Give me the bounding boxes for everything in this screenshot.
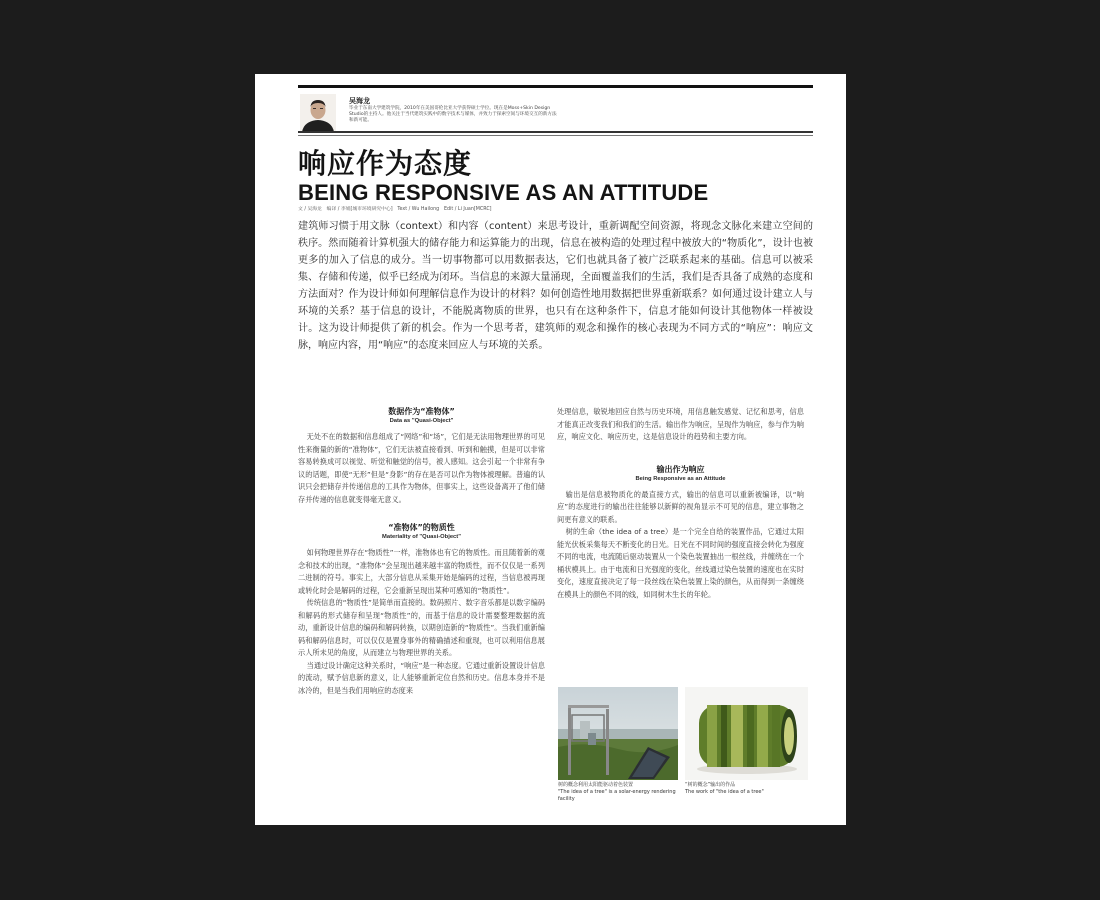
photo-caption-right <box>685 782 810 796</box>
caption-en: "The idea of a tree" is a solar-energy rendering facility <box>558 789 676 802</box>
body-paragraph: 传统信息的“物质性”是简单而直接的。数码照片、数字音乐都是以数字编码和解码的形式储存和呈现“物质性”的，而基于信息的设计需要整理数据的流动，重新设计信息的编码和解码转换，以期创造新的“物质性”。当我们重新编码和解码信息时，可以仅仅是置身事外的精确描述和重现，也可以利用信息展示人所未见的角度，从而建立与物理世界的关系。 <box>298 598 545 657</box>
section-heading-cn: 数据作为“准物体” <box>388 407 455 416</box>
article-credits: 文 / 吴海龙 编译 / 李娟[城市环境研究中心] Text / Wu Hailong Edit / Li Juan[MCRC] <box>298 207 492 212</box>
caption-cn: “树的概念”输出的作品 <box>685 782 736 788</box>
caption-en: The work of "the idea of a tree" <box>685 789 764 795</box>
article-title-en: BEING RESPONSIVE AS AN ATTITUDE <box>298 180 709 205</box>
author-bio: 毕业于东南大学建筑学院，2010年在美国哥伦比亚大学获得硕士学位。现在是Moss+Skin Design Studio的主持人。他关注于当代建筑实践中的数字技术与媒体，并致力于探索空间与环境交互的新方法和新可能。 <box>349 106 557 123</box>
header-rule <box>298 131 813 133</box>
body-column-left <box>298 406 545 697</box>
section-heading-cn: 输出作为响应 <box>656 464 705 474</box>
body-paragraph: 如何物理世界存在“物质性”一样，准物体也有它的物质性。而且随着新的观念和技术的出现，“准物体”会呈现出越来越丰富的物质性，而不仅仅是一系列二进制的符号。事实上，大部分信息从采集开始是编码的过程，当信息被再现或转化时会是解码的过程，它会重新呈现出某种可感知的“物质性”。 <box>298 548 545 595</box>
article-title-cn: 响应作为态度 <box>298 147 473 180</box>
body-paragraph: 无处不在的数据和信息组成了“网络”和“场”，它们是无法用物理世界的可见性来衡量的新的“准物体”，它们无法被直接看到、听到和触摸，但是可以非常容易转换成可以视觉、听觉和触觉的信号，被人感知。这会引起一个非常有争议的话题，即使“无形”但是“身影”的存在是否可以作为物体被理解。普遍的认识只会把储存并传递信息的工具作为物体，但事实上，这些设备离开了他们储存并传递的信息就变得毫无意义。 <box>298 432 545 504</box>
section-heading-en: Data as "Quasi-Object" <box>389 418 454 424</box>
body-paragraph: 输出是信息被物质化的最直接方式，输出的信息可以重新被编译，以“响应”的态度进行的输出往往能够以新鲜的视角显示不可见的信息，建立事物之间更有意义的联系。 <box>557 489 804 524</box>
body-paragraph: 树的生命（the idea of a tree）是一个完全自给的装置作品，它通过太阳能光伏板采集每天不断变化的日光。日光在不同时间的强度直接会转化为强度不同的电流，电流随后驱动装置从一个染色装置抽出一根丝线，并缠绕在一个桶状模具上。由于电流和日光强度的变化，丝线通过染色装置的速度也在实时变化，速度直接决定了每一段丝线在染色装置上染的颜色，从而得到一条缠绕在模具上的颜色不同的线，如同树木生长的年轮。 <box>557 527 804 599</box>
author-avatar <box>300 94 336 132</box>
header-rule-thin <box>298 135 813 136</box>
section-heading-en: Materiality of "Quasi-Object" <box>382 534 461 540</box>
photo-solar-facility <box>558 687 678 780</box>
photo-tree-rings-work <box>685 687 808 780</box>
author-name: 吴海龙 <box>349 97 370 105</box>
body-paragraph: 处理信息，敏锐地回应自然与历史环境，用信息触发感觉、记忆和思考，信息才能真正改变我们和我们的生活。输出作为响应，呈现作为响应，参与作为响应，响应文化、响应历史，这是信息设计的趋势和主要方向。 <box>557 407 804 441</box>
article-abstract: 建筑师习惯于用文脉（context）和内容（content）来思考设计，重新调配空间资源，将现念文脉化来建立空间的秩序。然而随着计算机强大的储存能力和运算能力的出现，信息在被构造的处理过程中被放大的“物质化”，设计也被更多的加入了信息的成分。当一切事物都可以用数据表达，它们也就具备了被广泛联系起来的基础。信息可以被采集、存储和传递，似乎已经成为闭环。当信息的来源大量涌现，全面覆盖我们的生活，我们是否具备了成熟的态度和方法面对？作为设计师如何理解信息作为设计的材料？如何创造性地用数据把世界重新联系？如何通过设计建立人与环境的关系？基于信息的设计，不能脱离物质的世界，也只有在这种条件下，信息才能如何设计其他物体一样被设计。这为设计师提供了新的机会。作为一个思考者，建筑师的观念和操作的核心表现为不同方式的“响应”：响应文脉，响应内容，用“响应”的态度来回应人与环境的关系。 <box>298 221 813 351</box>
photo-caption-left <box>558 782 683 803</box>
magazine-page <box>255 74 846 825</box>
section-heading-cn: “准物体”的物质性 <box>388 523 455 532</box>
top-rule <box>298 85 813 88</box>
caption-cn: 树的概念利用太阳能驱动着色装置 <box>558 782 634 788</box>
section-heading-en: Being Responsive as an Attitude <box>635 475 726 482</box>
body-paragraph: 当通过设计确定这种关系时，“响应”是一种态度。它通过重新设置设计信息的流动，赋予信息新的意义，让人能够重新定位自然和历史。信息本身并不是冰冷的，但是当我们用响应的态度来 <box>298 660 545 695</box>
body-column-right <box>557 406 804 601</box>
